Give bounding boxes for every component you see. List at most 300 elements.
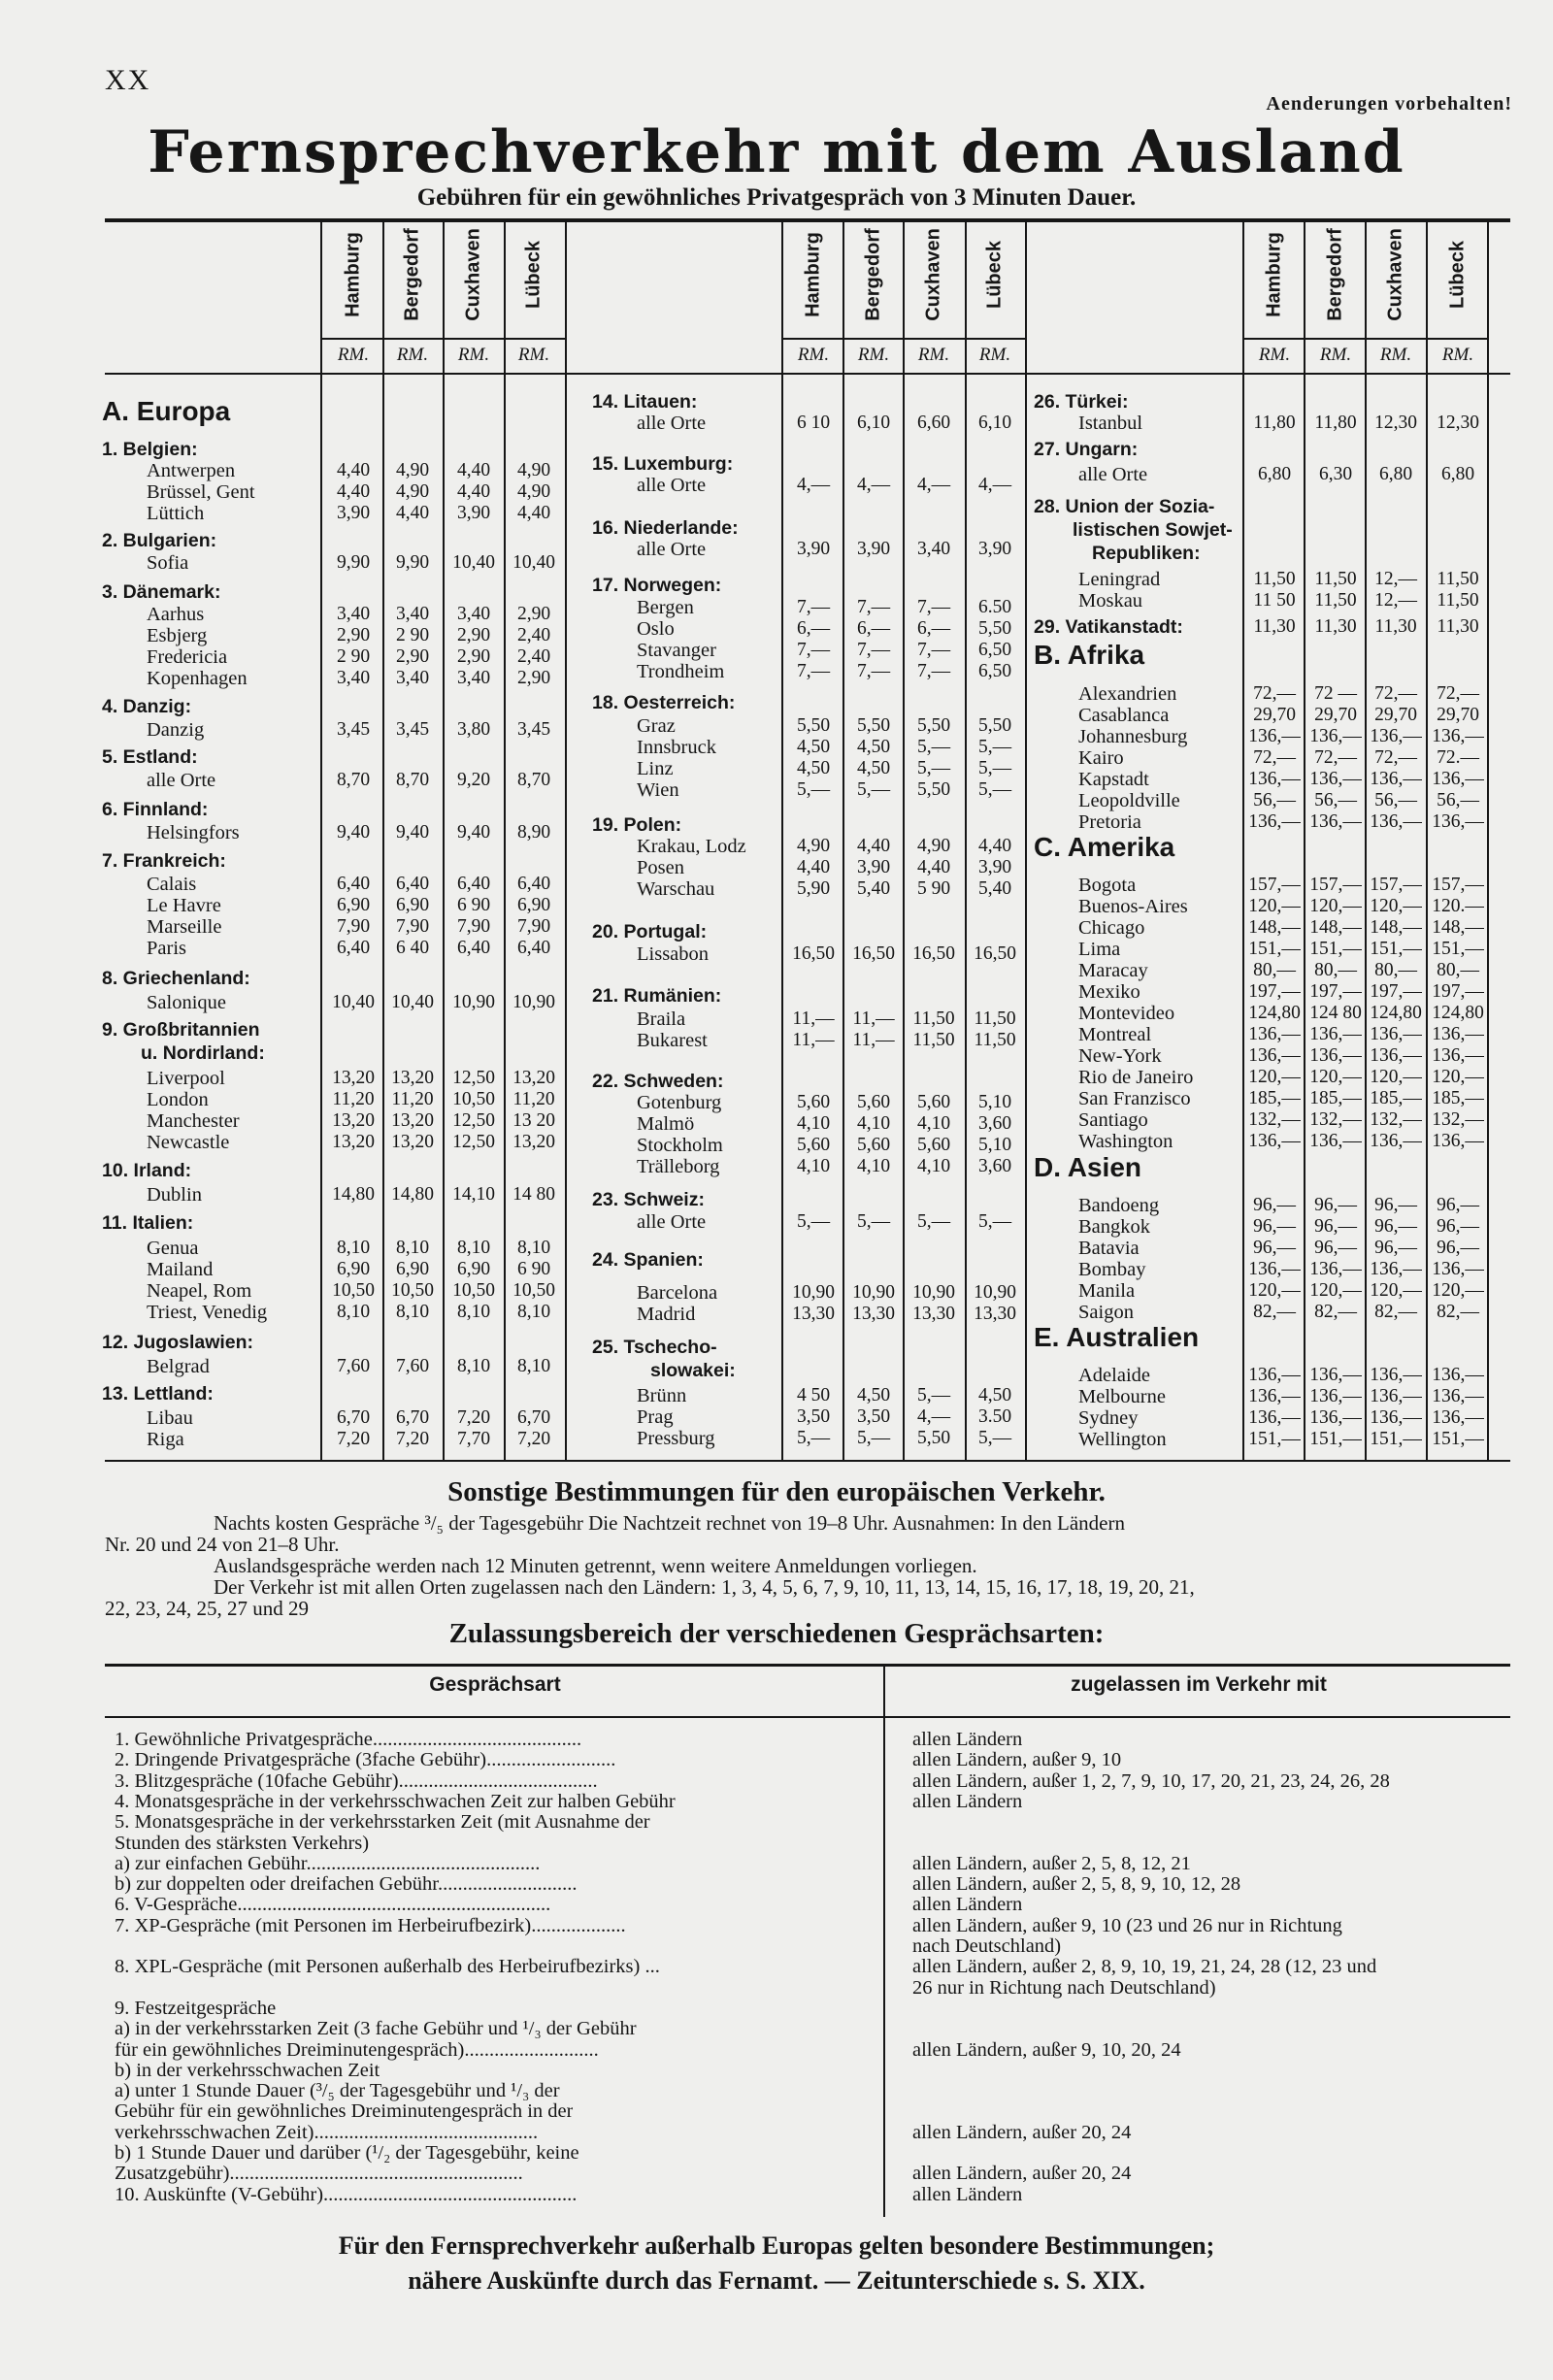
place-name: Newcastle	[147, 1132, 230, 1153]
place-name: Wellington	[1078, 1429, 1167, 1450]
place-name: Linz	[637, 758, 674, 779]
place-name: Fredericia	[147, 646, 228, 668]
rate-cell: 11,—	[792, 1030, 835, 1050]
place-name: Wien	[637, 779, 679, 801]
rate-cell: 10,50	[332, 1280, 375, 1301]
place-name: Stavanger	[637, 640, 716, 661]
rate-cell: 5,60	[796, 1092, 831, 1112]
country-heading: 9. Großbritannien	[102, 1019, 260, 1041]
currency-label: RM.	[396, 345, 429, 365]
rate-cell: 13,20	[512, 1068, 555, 1088]
country-heading: 17. Norwegen:	[592, 575, 722, 596]
rate-cell: 136,—	[1248, 1386, 1301, 1406]
place-name: Pressburg	[637, 1428, 715, 1449]
currency-label: RM.	[517, 345, 550, 365]
rate-cell: 2,90	[395, 646, 430, 667]
rate-cell: 6,40	[516, 874, 551, 894]
place-name: alle Orte	[637, 539, 707, 560]
rate-cell: 11,50	[974, 1030, 1016, 1050]
rate-cell: 6,40	[336, 874, 371, 894]
rate-cell: 6,90	[395, 895, 430, 915]
rate-cell: 13,20	[332, 1132, 375, 1152]
rate-cell: 9,90	[336, 552, 371, 573]
rate-cell: 11,50	[1253, 569, 1296, 589]
place-name: Alexandrien	[1078, 683, 1177, 705]
rate-cell: 136,—	[1248, 1407, 1301, 1428]
rate-cell: 136,—	[1309, 1386, 1362, 1406]
rate-cell: 136,—	[1309, 769, 1362, 789]
rate-cell: 3,90	[336, 503, 371, 523]
column-header-lübeck: Lübeck	[522, 240, 545, 310]
rate-cell: 7,90	[395, 916, 430, 937]
rate-cell: 7,20	[516, 1429, 551, 1449]
rate-cell: 3,90	[856, 539, 891, 559]
place-name: Leningrad	[1078, 569, 1161, 590]
rate-cell: 13,20	[391, 1068, 434, 1088]
zugelassen-line: allen Ländern, außer 2, 5, 8, 12, 21	[912, 1853, 1191, 1874]
place-name: Kairo	[1078, 747, 1124, 769]
place-name: Bandoeng	[1078, 1195, 1160, 1216]
rate-cell: 5,90	[796, 878, 831, 899]
rate-cell: 136,—	[1248, 811, 1301, 832]
rate-cell: 136,—	[1370, 1024, 1422, 1044]
rate-cell: 12,—	[1374, 569, 1417, 589]
rate-cell: 5,—	[856, 779, 891, 800]
rate-cell: 96,—	[1374, 1216, 1417, 1237]
rate-cell: 120,—	[1309, 1280, 1362, 1301]
place-name: Montreal	[1078, 1024, 1152, 1045]
place-name: Brüssel, Gent	[147, 481, 255, 503]
rate-cell: 7,—	[916, 661, 951, 681]
rate-cell: 136,—	[1309, 1407, 1362, 1428]
rate-cell: 11,50	[1314, 569, 1357, 589]
rate-cell: 5,—	[796, 1428, 831, 1448]
rate-cell: 197,—	[1432, 981, 1484, 1002]
rate-cell: 8,90	[516, 822, 551, 843]
rate-cell: 7,—	[856, 597, 891, 617]
rate-cell: 5,10	[977, 1135, 1012, 1155]
rate-cell: 5,60	[916, 1135, 951, 1155]
rate-cell: 6,70	[516, 1407, 551, 1428]
rate-cell: 10,90	[852, 1282, 895, 1303]
rate-cell: 136,—	[1370, 769, 1422, 789]
rate-cell: 2 90	[395, 625, 430, 645]
country-heading: 14. Litauen:	[592, 391, 698, 413]
country-heading: 18. Oesterreich:	[592, 692, 736, 713]
rate-cell: 2,90	[516, 604, 551, 624]
place-name: Liverpool	[147, 1068, 225, 1089]
rate-cell: 3,60	[977, 1156, 1012, 1176]
rate-cell: 136,—	[1309, 1131, 1362, 1151]
rate-cell: 3,90	[977, 539, 1012, 559]
rate-cell: 3,40	[395, 668, 430, 688]
rate-cell: 136,—	[1309, 1259, 1362, 1279]
place-name: Mailand	[147, 1259, 214, 1280]
rate-cell: 56,—	[1374, 790, 1417, 810]
rate-cell: 197,—	[1248, 981, 1301, 1002]
country-heading: 26. Türkei:	[1034, 391, 1129, 413]
country-heading: 28. Union der Sozia-	[1034, 496, 1215, 517]
table-column-rule	[1487, 222, 1489, 1460]
rate-cell: 4,40	[336, 481, 371, 502]
place-name: Santiago	[1078, 1109, 1148, 1131]
rate-cell: 4,—	[796, 475, 831, 495]
country-heading: 2. Bulgarien:	[102, 530, 217, 551]
rate-cell: 11,50	[1437, 569, 1479, 589]
column-header-hamburg: Hamburg	[342, 232, 364, 317]
rate-cell: 136,—	[1309, 1045, 1362, 1066]
rate-cell: 12,50	[452, 1110, 495, 1131]
place-name: Libau	[147, 1407, 193, 1429]
rate-cell: 120,—	[1248, 896, 1301, 916]
rate-cell: 29,70	[1374, 705, 1417, 725]
gespraechsart-line: b) zur doppelten oder dreifachen Gebühr............................	[115, 1874, 578, 1895]
rate-cell: 12,50	[452, 1068, 495, 1088]
rate-cell: 151,—	[1309, 1429, 1362, 1449]
rm-row-rule	[781, 338, 1025, 340]
rate-cell: 3,40	[336, 604, 371, 624]
rate-cell: 3,45	[516, 719, 551, 740]
rate-cell: 11,20	[391, 1089, 434, 1109]
rate-cell: 82,—	[1437, 1302, 1479, 1322]
table-column-rule	[565, 222, 567, 1460]
country-heading: 5. Estland:	[102, 746, 198, 768]
rate-cell: 72,—	[1437, 683, 1479, 704]
rate-cell: 12,50	[452, 1132, 495, 1152]
place-name: Le Havre	[147, 895, 221, 916]
rate-cell: 56,—	[1253, 790, 1296, 810]
place-name: Lissabon	[637, 943, 710, 965]
gespraechsart-line: b) 1 Stunde Dauer und darüber (¹/₂ der Tagesgebühr, keine	[115, 2143, 579, 2164]
gespraechsart-line: 10. Auskünfte (V-Gebühr)...................................................	[115, 2185, 578, 2205]
rate-cell: 16,50	[974, 943, 1016, 964]
rate-cell: 7,20	[395, 1429, 430, 1449]
rate-cell: 7,60	[395, 1356, 430, 1376]
rate-cell: 6,80	[1257, 464, 1292, 484]
rate-cell: 10,50	[452, 1089, 495, 1109]
country-heading: 27. Ungarn:	[1034, 439, 1139, 460]
rate-cell: 3,40	[916, 539, 951, 559]
rate-cell: 8,10	[456, 1302, 491, 1322]
rate-cell: 8,10	[456, 1356, 491, 1376]
column-header-bergedorf: Bergedorf	[862, 228, 884, 321]
place-name: Manchester	[147, 1110, 240, 1132]
place-name: Madrid	[637, 1304, 696, 1325]
rate-cell: 96,—	[1253, 1216, 1296, 1237]
rate-cell: 151,—	[1370, 939, 1422, 959]
zugelassen-line: nach Deutschland)	[912, 1935, 1062, 1957]
rate-cell: 148,—	[1432, 917, 1484, 938]
rate-cell: 11 50	[1253, 590, 1296, 611]
rate-cell: 9,90	[395, 552, 430, 573]
rate-cell: 7,—	[916, 597, 951, 617]
rate-cell: 136,—	[1432, 1407, 1484, 1428]
rate-cell: 124,80	[1248, 1003, 1301, 1023]
table-column-rule	[1242, 222, 1244, 1460]
rate-cell: 4,50	[856, 1385, 891, 1405]
place-name: Maracay	[1078, 960, 1148, 981]
zulassung-col-header-left: Gesprächsart	[429, 1673, 561, 1696]
rate-cell: 29,70	[1437, 705, 1479, 725]
rate-cell: 14,80	[332, 1184, 375, 1205]
rate-cell: 4,10	[856, 1156, 891, 1176]
page-subtitle: Gebühren für ein gewöhnliches Privatgespräch von 3 Minuten Dauer.	[416, 184, 1137, 211]
place-name: Rio de Janeiro	[1078, 1067, 1194, 1088]
rate-cell: 5,—	[856, 1211, 891, 1232]
gespraechsart-line: 7. XP-Gespräche (mit Personen im Herbeirufbezirk)...................	[115, 1916, 626, 1936]
rate-cell: 96,—	[1253, 1195, 1296, 1215]
currency-label: RM.	[978, 345, 1011, 365]
rate-cell: 136,—	[1432, 769, 1484, 789]
rate-cell: 4 50	[796, 1385, 831, 1405]
rate-cell: 136,—	[1309, 1365, 1362, 1385]
place-name: Stockholm	[637, 1135, 723, 1156]
rate-cell: 8,10	[516, 1356, 551, 1376]
rate-cell: 11,80	[1253, 413, 1296, 433]
gespraechsart-line: a) zur einfachen Gebühr...............................................	[115, 1854, 541, 1874]
rate-cell: 80,—	[1437, 960, 1479, 980]
rate-cell: 13,20	[332, 1068, 375, 1088]
place-name: Manila	[1078, 1280, 1136, 1302]
footer-note-2: nähere Auskünfte durch das Fernamt. — Zeitunterschiede s. S. XIX.	[408, 2266, 1145, 2295]
rate-cell: 3,90	[977, 857, 1012, 877]
rate-cell: 13,30	[974, 1304, 1016, 1324]
rate-cell: 120,—	[1370, 896, 1422, 916]
place-name: Graz	[637, 715, 676, 737]
currency-label: RM.	[1258, 345, 1291, 365]
rate-cell: 8,10	[456, 1238, 491, 1258]
rate-cell: 5,50	[916, 1428, 951, 1448]
rate-cell: 4,40	[456, 460, 491, 480]
footer-note-1: Für den Fernsprechverkehr außerhalb Europas gelten besondere Bestimmungen;	[338, 2231, 1215, 2260]
rate-cell: 3,90	[796, 539, 831, 559]
place-name: Brünn	[637, 1385, 687, 1406]
rate-cell: 4,40	[856, 836, 891, 856]
place-name: alle Orte	[637, 475, 707, 496]
rate-cell: 11,50	[974, 1008, 1016, 1029]
table-column-rule	[1304, 222, 1305, 1460]
rate-cell: 6 10	[796, 413, 831, 433]
rate-cell: 151,—	[1248, 1429, 1301, 1449]
rate-cell: 11,20	[512, 1089, 555, 1109]
rate-cell: 3,40	[395, 604, 430, 624]
rate-cell: 136,—	[1309, 726, 1362, 746]
rate-cell: 14 80	[512, 1184, 555, 1205]
rate-cell: 4,90	[796, 836, 831, 856]
rate-cell: 136,—	[1370, 811, 1422, 832]
place-name: Riga	[147, 1429, 184, 1450]
rate-cell: 5,—	[977, 758, 1012, 778]
rate-cell: 82,—	[1253, 1302, 1296, 1322]
rate-cell: 10,90	[452, 992, 495, 1012]
place-name: Bangkok	[1078, 1216, 1151, 1238]
rate-cell: 6,10	[977, 413, 1012, 433]
rate-cell: 11,50	[1314, 590, 1357, 611]
rate-cell: 56,—	[1314, 790, 1357, 810]
currency-label: RM.	[917, 345, 950, 365]
rate-cell: 5,—	[916, 758, 951, 778]
rate-cell: 4,10	[916, 1113, 951, 1134]
rate-cell: 6 40	[395, 938, 430, 958]
rate-cell: 6,—	[916, 618, 951, 639]
rate-cell: 4,50	[977, 1385, 1012, 1405]
rate-cell: 7,—	[796, 661, 831, 681]
country-heading: 4. Danzig:	[102, 696, 192, 717]
rate-cell: 10,50	[391, 1280, 434, 1301]
rate-cell: 10,50	[512, 1280, 555, 1301]
section-heading: C. Amerika	[1034, 832, 1175, 862]
currency-label: RM.	[857, 345, 890, 365]
rate-cell: 5,60	[856, 1135, 891, 1155]
gespraechsart-line: Stunden des stärksten Verkehrs)	[115, 1834, 370, 1854]
country-heading: Republiken:	[1092, 543, 1201, 564]
rate-cell: 2,90	[456, 625, 491, 645]
rate-cell: 5,60	[916, 1092, 951, 1112]
zugelassen-line: allen Ländern, außer 9, 10 (23 und 26 nur in Richtung	[912, 1915, 1342, 1936]
place-name: Adelaide	[1078, 1365, 1150, 1386]
rate-cell: 96,—	[1374, 1238, 1417, 1258]
rate-cell: 151,—	[1309, 939, 1362, 959]
rate-cell: 2,40	[516, 625, 551, 645]
rate-cell: 6,70	[336, 1407, 371, 1428]
rate-cell: 136,—	[1370, 1259, 1422, 1279]
rate-cell: 6,30	[1318, 464, 1353, 484]
zugelassen-line: allen Ländern, außer 2, 8, 9, 10, 19, 21, 24, 28 (12, 23 und	[912, 1956, 1377, 1977]
place-name: Malmö	[637, 1113, 695, 1135]
rate-cell: 80,—	[1253, 960, 1296, 980]
gespraechsart-line: Gebühr für ein gewöhnliches Dreiminutengespräch in der	[115, 2101, 574, 2122]
rate-cell: 13 20	[512, 1110, 555, 1131]
place-name: Leopoldville	[1078, 790, 1180, 811]
place-name: Warschau	[637, 878, 715, 900]
rate-cell: 8,70	[516, 770, 551, 790]
rate-cell: 136,—	[1309, 811, 1362, 832]
rate-cell: 5,40	[856, 878, 891, 899]
place-name: Melbourne	[1078, 1386, 1166, 1407]
gespraechsart-line: a) unter 1 Stunde Dauer (³/₅ der Tagesgebühr und ¹/₃ der	[115, 2081, 560, 2101]
rate-cell: 120,—	[1432, 1067, 1484, 1087]
page-title: Fernsprechverkehr mit dem Ausland	[148, 118, 1405, 186]
rate-cell: 3,90	[856, 857, 891, 877]
country-heading: 12. Jugoslawien:	[102, 1332, 254, 1353]
rate-cell: 16,50	[792, 943, 835, 964]
sonstige-line: Nachts kosten Gespräche ³/₅ der Tagesgebühr Die Nachtzeit rechnet von 19–8 Uhr. Ausnahmen: In den Ländern	[214, 1511, 1125, 1535]
rate-cell: 7,—	[856, 640, 891, 660]
rate-cell: 136,—	[1370, 1386, 1422, 1406]
rate-cell: 148,—	[1309, 917, 1362, 938]
sonstige-heading: Sonstige Bestimmungen für den europäischen Verkehr.	[447, 1476, 1106, 1507]
place-name: Genua	[147, 1238, 199, 1259]
rate-cell: 120,—	[1432, 1280, 1484, 1301]
country-heading: 20. Portugal:	[592, 921, 708, 942]
place-name: Johannesburg	[1078, 726, 1188, 747]
rate-cell: 4,—	[977, 475, 1012, 495]
rate-cell: 6,90	[516, 895, 551, 915]
rate-cell: 10,90	[512, 992, 555, 1012]
place-name: Istanbul	[1078, 413, 1143, 434]
country-heading: 3. Dänemark:	[102, 581, 221, 603]
column-header-lübeck: Lübeck	[1446, 240, 1469, 310]
rate-cell: 72,—	[1374, 747, 1417, 768]
rate-cell: 6,40	[456, 938, 491, 958]
rate-cell: 14,10	[452, 1184, 495, 1205]
column-header-lübeck: Lübeck	[983, 240, 1006, 310]
rate-cell: 3,45	[336, 719, 371, 740]
rate-cell: 6,80	[1440, 464, 1475, 484]
zulassung-divider	[883, 1664, 885, 2217]
section-heading: D. Asien	[1034, 1152, 1141, 1182]
rate-cell: 12,30	[1437, 413, 1479, 433]
rate-cell: 5,60	[796, 1135, 831, 1155]
place-name: Salonique	[147, 992, 226, 1013]
rate-cell: 12,—	[1374, 590, 1417, 611]
rate-cell: 5,50	[916, 715, 951, 736]
rate-cell: 8,10	[336, 1238, 371, 1258]
rate-cell: 10,40	[391, 992, 434, 1012]
section-heading: E. Australien	[1034, 1322, 1200, 1352]
currency-label: RM.	[337, 345, 370, 365]
column-header-bergedorf: Bergedorf	[1324, 228, 1346, 321]
rate-cell: 11,30	[1314, 616, 1357, 637]
rate-cell: 6,90	[395, 1259, 430, 1279]
rate-cell: 8,10	[516, 1302, 551, 1322]
rate-cell: 4,40	[916, 857, 951, 877]
rate-cell: 136,—	[1248, 1024, 1301, 1044]
rate-cell: 6,—	[796, 618, 831, 639]
country-heading: 23. Schweiz:	[592, 1189, 705, 1210]
rate-cell: 3.50	[977, 1406, 1012, 1427]
rate-cell: 4,50	[796, 737, 831, 757]
rate-cell: 157,—	[1309, 875, 1362, 895]
rate-cell: 136,—	[1248, 769, 1301, 789]
zugelassen-line: allen Ländern	[912, 2184, 1023, 2205]
rate-cell: 96,—	[1314, 1195, 1357, 1215]
sonstige-line: Nr. 20 und 24 von 21–8 Uhr.	[105, 1533, 340, 1556]
place-name: Casablanca	[1078, 705, 1170, 726]
place-name: Calais	[147, 874, 197, 895]
rate-cell: 4,50	[856, 737, 891, 757]
place-name: Lima	[1078, 939, 1121, 960]
rate-cell: 7,90	[336, 916, 371, 937]
rate-cell: 148,—	[1370, 917, 1422, 938]
rate-cell: 5,—	[856, 1428, 891, 1448]
rate-cell: 13,20	[391, 1132, 434, 1152]
gespraechsart-line: 2. Dringende Privatgespräche (3fache Gebühr)..........................	[115, 1750, 616, 1770]
rate-cell: 124 80	[1309, 1003, 1362, 1023]
zugelassen-line: allen Ländern	[912, 1791, 1023, 1812]
place-name: Pretoria	[1078, 811, 1141, 833]
place-name: Prag	[637, 1406, 674, 1428]
rate-cell: 185,—	[1370, 1088, 1422, 1108]
gespraechsart-line: 5. Monatsgespräche in der verkehrsstarken Zeit (mit Ausnahme der	[115, 1812, 650, 1833]
zugelassen-line: allen Ländern, außer 20, 24	[912, 2122, 1132, 2143]
rate-cell: 96,—	[1314, 1238, 1357, 1258]
place-name: Braila	[637, 1008, 686, 1030]
rate-cell: 7,90	[456, 916, 491, 937]
column-header-bergedorf: Bergedorf	[401, 228, 423, 321]
place-name: Posen	[637, 857, 684, 878]
rate-cell: 6,40	[336, 938, 371, 958]
place-name: San Franzisco	[1078, 1088, 1191, 1109]
country-heading: 29. Vatikanstadt:	[1034, 616, 1183, 638]
rate-cell: 80,—	[1374, 960, 1417, 980]
rate-cell: 4,—	[916, 475, 951, 495]
place-name: Buenos-Aires	[1078, 896, 1188, 917]
rate-cell: 9,20	[456, 770, 491, 790]
zulassung-heading: Zulassungsbereich der verschiedenen Gesprächsarten:	[448, 1618, 1105, 1649]
currency-label: RM.	[1441, 345, 1474, 365]
table-column-rule	[1025, 222, 1027, 1460]
